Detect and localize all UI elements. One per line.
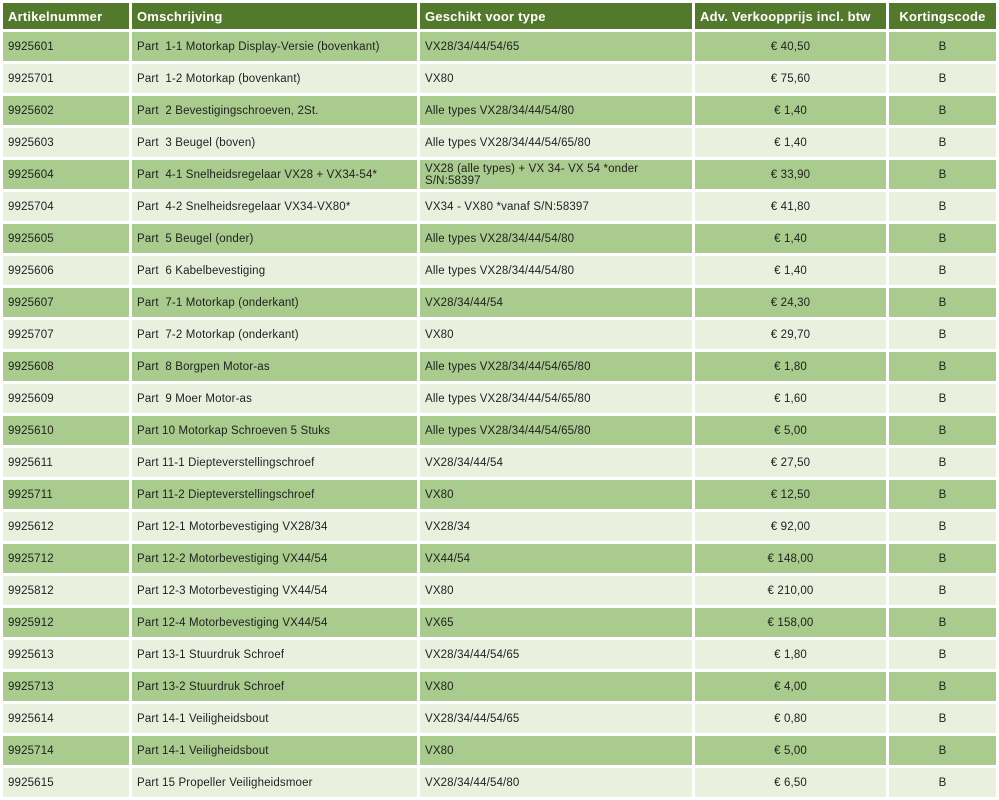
cell-kortingscode: B bbox=[889, 128, 996, 157]
cell-omschrijving: Part 7-2 Motorkap (onderkant) bbox=[132, 320, 417, 349]
column-header-prijs: Adv. Verkoopprijs incl. btw bbox=[695, 3, 886, 29]
column-header-type: Geschikt voor type bbox=[420, 3, 692, 29]
cell-artikelnummer: 9925812 bbox=[3, 576, 129, 605]
table-row bbox=[3, 512, 996, 541]
cell-type: VX28/34/44/54/65 bbox=[420, 704, 692, 733]
cell-type: VX65 bbox=[420, 608, 692, 637]
cell-prijs: € 6,50 bbox=[695, 768, 886, 797]
cell-prijs: € 75,60 bbox=[695, 64, 886, 93]
cell-kortingscode: B bbox=[889, 288, 996, 317]
cell-kortingscode: B bbox=[889, 736, 996, 765]
cell-artikelnummer: 9925601 bbox=[3, 32, 129, 61]
cell-omschrijving: Part 15 Propeller Veiligheidsmoer bbox=[132, 768, 417, 797]
cell-omschrijving: Part 13-2 Stuurdruk Schroef bbox=[132, 672, 417, 701]
cell-artikelnummer: 9925604 bbox=[3, 160, 129, 189]
cell-prijs: € 4,00 bbox=[695, 672, 886, 701]
cell-type: VX44/54 bbox=[420, 544, 692, 573]
cell-type: Alle types VX28/34/44/54/65/80 bbox=[420, 416, 692, 445]
table-row bbox=[3, 672, 996, 701]
column-header-artikelnummer: Artikelnummer bbox=[3, 3, 129, 29]
cell-prijs: € 29,70 bbox=[695, 320, 886, 349]
cell-artikelnummer: 9925605 bbox=[3, 224, 129, 253]
cell-kortingscode: B bbox=[889, 224, 996, 253]
cell-kortingscode: B bbox=[889, 32, 996, 61]
table-row bbox=[3, 128, 996, 157]
cell-kortingscode: B bbox=[889, 192, 996, 221]
table-row bbox=[3, 416, 996, 445]
cell-omschrijving: Part 4-1 Snelheidsregelaar VX28 + VX34-54* bbox=[132, 160, 417, 189]
cell-prijs: € 1,40 bbox=[695, 256, 886, 285]
table-row bbox=[3, 32, 996, 61]
cell-type: VX28 (alle types) + VX 34- VX 54 *onder S/N:58397 bbox=[420, 160, 692, 189]
cell-kortingscode: B bbox=[889, 384, 996, 413]
table-row bbox=[3, 736, 996, 765]
cell-kortingscode: B bbox=[889, 640, 996, 669]
cell-artikelnummer: 9925614 bbox=[3, 704, 129, 733]
cell-artikelnummer: 9925713 bbox=[3, 672, 129, 701]
cell-type: VX28/34/44/54/65 bbox=[420, 640, 692, 669]
cell-artikelnummer: 9925603 bbox=[3, 128, 129, 157]
header-row bbox=[3, 3, 996, 29]
cell-kortingscode: B bbox=[889, 416, 996, 445]
cell-prijs: € 158,00 bbox=[695, 608, 886, 637]
cell-kortingscode: B bbox=[889, 576, 996, 605]
table-row bbox=[3, 704, 996, 733]
cell-kortingscode: B bbox=[889, 64, 996, 93]
cell-omschrijving: Part 11-1 Diepteverstellingschroef bbox=[132, 448, 417, 477]
column-header-omschrijving: Omschrijving bbox=[132, 3, 417, 29]
cell-type: VX28/34/44/54/65 bbox=[420, 32, 692, 61]
table-row bbox=[3, 608, 996, 637]
cell-type: Alle types VX28/34/44/54/80 bbox=[420, 256, 692, 285]
cell-prijs: € 5,00 bbox=[695, 416, 886, 445]
cell-type: Alle types VX28/34/44/54/65/80 bbox=[420, 384, 692, 413]
cell-omschrijving: Part 7-1 Motorkap (onderkant) bbox=[132, 288, 417, 317]
cell-omschrijving: Part 12-3 Motorbevestiging VX44/54 bbox=[132, 576, 417, 605]
cell-omschrijving: Part 13-1 Stuurdruk Schroef bbox=[132, 640, 417, 669]
cell-prijs: € 1,60 bbox=[695, 384, 886, 413]
cell-artikelnummer: 9925612 bbox=[3, 512, 129, 541]
table-row bbox=[3, 768, 996, 797]
table-row bbox=[3, 480, 996, 509]
cell-artikelnummer: 9925704 bbox=[3, 192, 129, 221]
cell-omschrijving: Part 14-1 Veiligheidsbout bbox=[132, 704, 417, 733]
cell-kortingscode: B bbox=[889, 448, 996, 477]
cell-kortingscode: B bbox=[889, 320, 996, 349]
cell-omschrijving: Part 11-2 Diepteverstellingschroef bbox=[132, 480, 417, 509]
cell-artikelnummer: 9925606 bbox=[3, 256, 129, 285]
cell-artikelnummer: 9925711 bbox=[3, 480, 129, 509]
cell-type: VX28/34/44/54 bbox=[420, 448, 692, 477]
cell-artikelnummer: 9925701 bbox=[3, 64, 129, 93]
table-row bbox=[3, 352, 996, 381]
cell-omschrijving: Part 4-2 Snelheidsregelaar VX34-VX80* bbox=[132, 192, 417, 221]
table-row bbox=[3, 256, 996, 285]
cell-type: VX34 - VX80 *vanaf S/N:58397 bbox=[420, 192, 692, 221]
cell-kortingscode: B bbox=[889, 512, 996, 541]
cell-artikelnummer: 9925714 bbox=[3, 736, 129, 765]
cell-kortingscode: B bbox=[889, 352, 996, 381]
cell-type: Alle types VX28/34/44/54/65/80 bbox=[420, 352, 692, 381]
cell-artikelnummer: 9925912 bbox=[3, 608, 129, 637]
cell-omschrijving: Part 2 Bevestigingschroeven, 2St. bbox=[132, 96, 417, 125]
cell-omschrijving: Part 3 Beugel (boven) bbox=[132, 128, 417, 157]
cell-prijs: € 27,50 bbox=[695, 448, 886, 477]
table-row bbox=[3, 576, 996, 605]
cell-prijs: € 12,50 bbox=[695, 480, 886, 509]
cell-prijs: € 1,40 bbox=[695, 224, 886, 253]
cell-prijs: € 1,80 bbox=[695, 352, 886, 381]
cell-omschrijving: Part 10 Motorkap Schroeven 5 Stuks bbox=[132, 416, 417, 445]
table-row bbox=[3, 448, 996, 477]
cell-type: VX80 bbox=[420, 736, 692, 765]
cell-prijs: € 1,80 bbox=[695, 640, 886, 669]
column-header-kortingscode: Kortingscode bbox=[889, 3, 996, 29]
cell-artikelnummer: 9925610 bbox=[3, 416, 129, 445]
cell-kortingscode: B bbox=[889, 768, 996, 797]
table-body bbox=[3, 32, 996, 797]
cell-type: VX80 bbox=[420, 480, 692, 509]
cell-prijs: € 5,00 bbox=[695, 736, 886, 765]
table-row bbox=[3, 192, 996, 221]
cell-type: VX80 bbox=[420, 576, 692, 605]
cell-omschrijving: Part 8 Borgpen Motor-as bbox=[132, 352, 417, 381]
cell-prijs: € 92,00 bbox=[695, 512, 886, 541]
cell-omschrijving: Part 12-2 Motorbevestiging VX44/54 bbox=[132, 544, 417, 573]
cell-type: VX28/34/44/54 bbox=[420, 288, 692, 317]
cell-artikelnummer: 9925608 bbox=[3, 352, 129, 381]
cell-artikelnummer: 9925613 bbox=[3, 640, 129, 669]
cell-type: Alle types VX28/34/44/54/80 bbox=[420, 96, 692, 125]
cell-artikelnummer: 9925611 bbox=[3, 448, 129, 477]
cell-kortingscode: B bbox=[889, 672, 996, 701]
cell-omschrijving: Part 5 Beugel (onder) bbox=[132, 224, 417, 253]
table-row bbox=[3, 96, 996, 125]
cell-artikelnummer: 9925712 bbox=[3, 544, 129, 573]
cell-kortingscode: B bbox=[889, 256, 996, 285]
cell-kortingscode: B bbox=[889, 480, 996, 509]
cell-omschrijving: Part 1-1 Motorkap Display-Versie (bovenkant) bbox=[132, 32, 417, 61]
cell-prijs: € 1,40 bbox=[695, 128, 886, 157]
table-row bbox=[3, 640, 996, 669]
cell-omschrijving: Part 6 Kabelbevestiging bbox=[132, 256, 417, 285]
cell-omschrijving: Part 9 Moer Motor-as bbox=[132, 384, 417, 413]
table-row bbox=[3, 288, 996, 317]
table-row bbox=[3, 224, 996, 253]
cell-kortingscode: B bbox=[889, 608, 996, 637]
cell-prijs: € 1,40 bbox=[695, 96, 886, 125]
cell-prijs: € 24,30 bbox=[695, 288, 886, 317]
cell-type: VX28/34/44/54/80 bbox=[420, 768, 692, 797]
cell-type: VX80 bbox=[420, 64, 692, 93]
cell-omschrijving: Part 12-1 Motorbevestiging VX28/34 bbox=[132, 512, 417, 541]
cell-type: VX80 bbox=[420, 672, 692, 701]
table-row bbox=[3, 160, 996, 189]
cell-type: Alle types VX28/34/44/54/65/80 bbox=[420, 128, 692, 157]
cell-omschrijving: Part 14-1 Veiligheidsbout bbox=[132, 736, 417, 765]
table-row bbox=[3, 320, 996, 349]
cell-artikelnummer: 9925609 bbox=[3, 384, 129, 413]
cell-prijs: € 0,80 bbox=[695, 704, 886, 733]
cell-kortingscode: B bbox=[889, 160, 996, 189]
cell-kortingscode: B bbox=[889, 704, 996, 733]
cell-omschrijving: Part 12-4 Motorbevestiging VX44/54 bbox=[132, 608, 417, 637]
table-row bbox=[3, 384, 996, 413]
cell-type: VX80 bbox=[420, 320, 692, 349]
cell-artikelnummer: 9925707 bbox=[3, 320, 129, 349]
cell-prijs: € 40,50 bbox=[695, 32, 886, 61]
cell-omschrijving: Part 1-2 Motorkap (bovenkant) bbox=[132, 64, 417, 93]
cell-prijs: € 33,90 bbox=[695, 160, 886, 189]
cell-type: Alle types VX28/34/44/54/80 bbox=[420, 224, 692, 253]
cell-type: VX28/34 bbox=[420, 512, 692, 541]
cell-kortingscode: B bbox=[889, 544, 996, 573]
cell-prijs: € 210,00 bbox=[695, 576, 886, 605]
cell-artikelnummer: 9925607 bbox=[3, 288, 129, 317]
cell-kortingscode: B bbox=[889, 96, 996, 125]
cell-artikelnummer: 9925602 bbox=[3, 96, 129, 125]
cell-artikelnummer: 9925615 bbox=[3, 768, 129, 797]
table-row bbox=[3, 64, 996, 93]
table-row bbox=[3, 544, 996, 573]
cell-prijs: € 41,80 bbox=[695, 192, 886, 221]
cell-prijs: € 148,00 bbox=[695, 544, 886, 573]
